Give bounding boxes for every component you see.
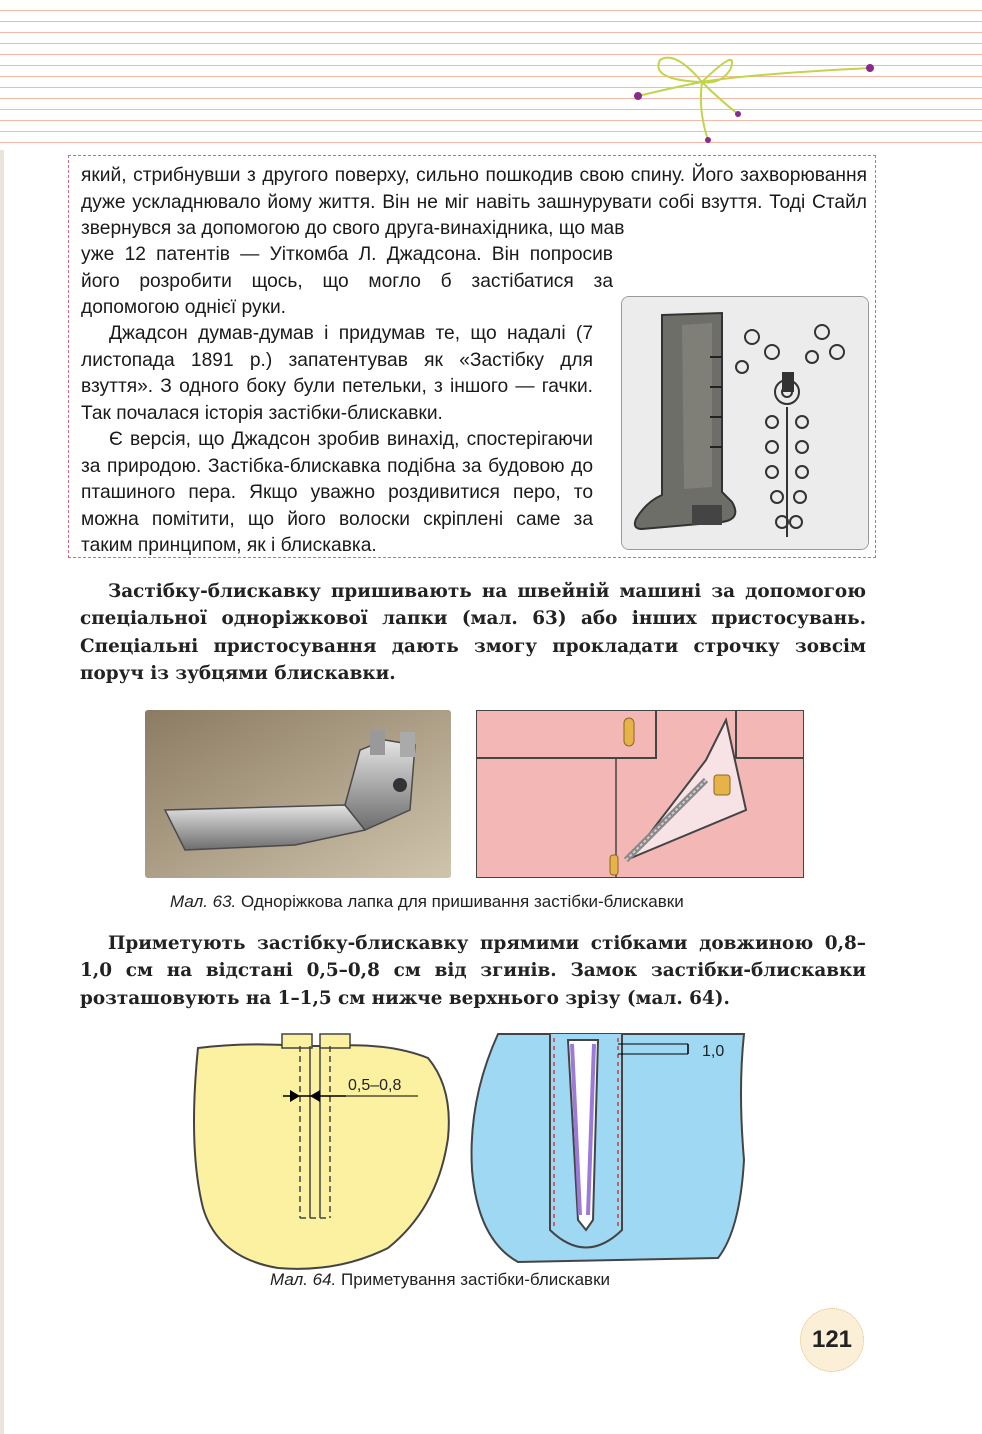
figure-64-caption: [270, 1270, 610, 1290]
figure-63-label: Мал. 63.: [170, 892, 237, 911]
dim-label-right: 1,0: [702, 1043, 725, 1060]
paragraph-sewing-foot: Застібку-блискавку пришивають на швейній машині за допомогою спеціальної одноріжкової лапки (мал. 63) або інших пристосувань. Спеціальні пристосування дають змогу прокладати строчку зовсім поруч із зубцями блискавки.: [80, 581, 866, 684]
history-paragraph-2: Джадсон думав-думав і придумав те, що надалі (7 листопада 1891 р.) запатентував як «Застібку для взуття». З одного боку були петельки, з іншого — гачки. Так почалася історія застібки-блискавки.: [81, 323, 593, 424]
paragraph-basting: Приметують застібку-блискавку прямими стібками довжиною 0,8–1,0 см на відстані 0,5–0,8 см від згинів. Замок застібки-блискавки розташовують на 1–1,5 см нижче верхнього зрізу (мал. 64).: [80, 933, 866, 1009]
history-paragraph-1: який, стрибнувши з другого поверху, сильно пошкодив свою спину. Його захворювання дуже ускладнювало йому життя. Він не міг навіть зашнурувати собі взуття. Тоді Стайл звернувся за допомогою до свого друга-винахідника, що мав: [81, 165, 867, 240]
dim-label-left: 0,5–0,8: [348, 1077, 402, 1094]
history-paragraph-3: Є версія, що Джадсон зробив винахід, спостерігаючи за природою. Застібка-блискавка подібна за будовою до пташиного пера. Якщо уважно роздивитися перо, то можна помітити, що його волоски скріплені саме за таким принципом, як і блискавка.: [81, 429, 593, 557]
history-box: [68, 155, 876, 558]
basting-yellow-diagram: [188, 1028, 458, 1273]
history-paragraph-1-cont: уже 12 патентів — Уіткомба Л. Джадсона. Він попросив його розробити щось, що могло б застібатися за допомогою однієї руки.: [81, 244, 613, 319]
page-number: 121: [800, 1308, 864, 1372]
zipper-foot-photo: [145, 710, 451, 878]
page-edge: [0, 0, 4, 1434]
figure-63-caption: [170, 892, 684, 912]
figure-63-text: Одноріжкова лапка для пришивання застібки-блискавки: [236, 892, 684, 911]
basting-blue-diagram: [468, 1030, 752, 1266]
figure-64-label: Мал. 64.: [270, 1270, 337, 1289]
figure-64-text: Приметування застібки-блискавки: [336, 1270, 611, 1289]
ribbon-bow-decoration: [620, 40, 890, 155]
zipper-insert-diagram: [476, 710, 804, 878]
boot-fastener-illustration: [621, 296, 869, 550]
